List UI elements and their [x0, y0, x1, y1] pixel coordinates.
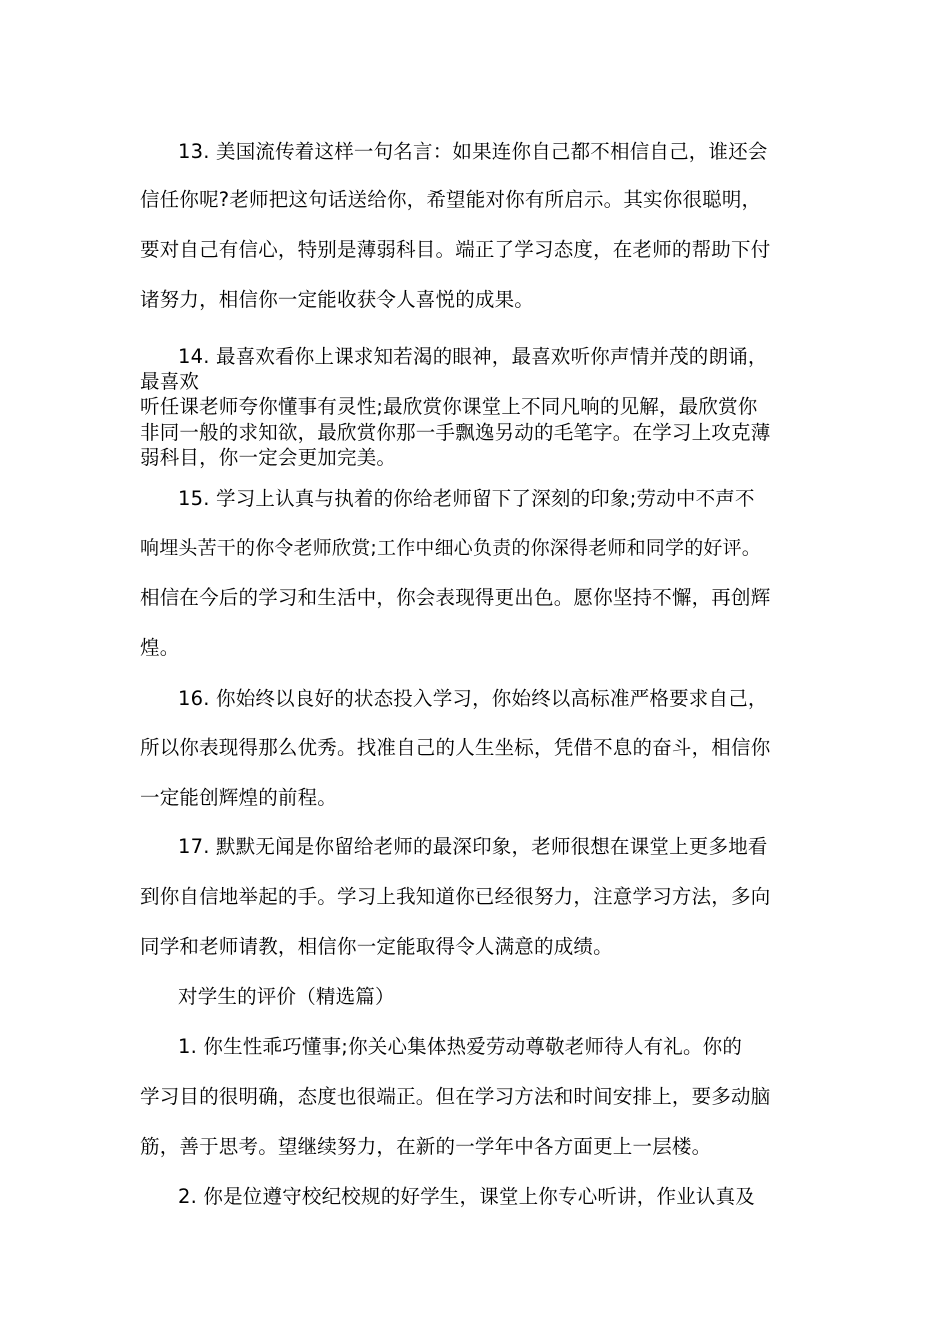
paragraph-16-line-1: 16. 你始终以良好的状态投入学习，你始终以高标准严格要求自己， — [178, 687, 768, 710]
paragraph-15-line-4: 煌。 — [140, 636, 180, 659]
paragraph-16-line-3: 一定能创辉煌的前程。 — [140, 786, 338, 809]
paragraph-15-line-3: 相信在今后的学习和生活中，你会表现得更出色。愿你坚持不懈，再创辉 — [140, 586, 771, 609]
paragraph-13-line-1: 13. 美国流传着这样一句名言：如果连你自己都不相信自己，谁还会 — [178, 140, 768, 163]
paragraph-15-line-1: 15. 学习上认真与执着的你给老师留下了深刻的印象;劳动中不声不 — [178, 487, 755, 510]
paragraph-13-line-4: 诸努力，相信你一定能收获令人喜悦的成果。 — [140, 288, 535, 311]
paragraph-14-line-5: 弱科目，你一定会更加完美。 — [140, 446, 397, 469]
paragraph-17-line-2: 到你自信地举起的手。学习上我知道你已经很努力，注意学习方法，多向 — [140, 885, 771, 908]
paragraph-14-line-3: 听任课老师夸你懂事有灵性;最欣赏你课堂上不同凡响的见解，最欣赏你 — [140, 395, 758, 418]
item-2-line-1: 2. 你是位遵守校纪校规的好学生，课堂上你专心听讲，作业认真及 — [178, 1185, 756, 1208]
paragraph-14-line-1: 14. 最喜欢看你上课求知若渴的眼神，最喜欢听你声情并茂的朗诵， — [178, 345, 768, 368]
item-1-line-2: 学习目的很明确，态度也很端正。但在学习方法和时间安排上，要多动脑 — [140, 1085, 771, 1108]
paragraph-17-line-3: 同学和老师请教，相信你一定能取得令人满意的成绩。 — [140, 935, 613, 958]
paragraph-15-line-2: 响埋头苦干的你令老师欣赏;工作中细心负责的你深得老师和同学的好评。 — [140, 537, 762, 559]
paragraph-13-line-2: 信任你呢?老师把这句话送给你，希望能对你有所启示。其实你很聪明， — [140, 188, 762, 211]
paragraph-14-line-4: 非同一般的求知欲，最欣赏你那一手飘逸另动的毛笔字。在学习上攻克薄 — [140, 421, 771, 444]
paragraph-14-line-2: 最喜欢 — [140, 370, 200, 393]
paragraph-17-line-1: 17. 默默无闻是你留给老师的最深印象，老师很想在课堂上更多地看 — [178, 835, 768, 858]
paragraph-13-line-3: 要对自己有信心，特别是薄弱科目。端正了学习态度，在老师的帮助下付 — [140, 238, 771, 261]
item-1-line-1: 1. 你生性乖巧懂事;你关心集体热爱劳动尊敬老师待人有礼。你的 — [178, 1035, 743, 1058]
section-heading: 对学生的评价（精选篇） — [178, 985, 395, 1008]
paragraph-16-line-2: 所以你表现得那么优秀。找准自己的人生坐标，凭借不息的奋斗，相信你 — [140, 736, 771, 759]
item-1-line-3: 筋，善于思考。望继续努力，在新的一学年中各方面更上一层楼。 — [140, 1135, 712, 1158]
